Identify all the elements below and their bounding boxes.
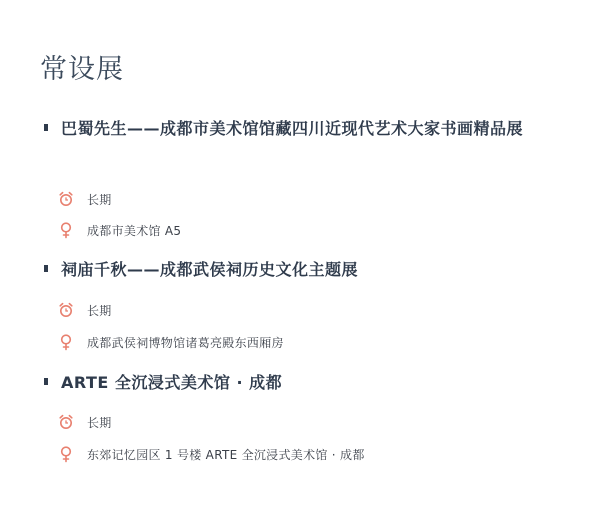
- duration-row: [58, 412, 112, 432]
- location-pin-icon: [58, 445, 74, 463]
- exhibit-title-text: ARTE 全沉浸式美术馆 · 成都: [61, 373, 283, 392]
- duration-text: 长期: [87, 415, 112, 430]
- exhibit-title: [40, 254, 580, 286]
- alarm-clock-icon: [58, 301, 74, 319]
- alarm-clock-icon: [58, 413, 74, 431]
- duration-row: [58, 300, 112, 320]
- exhibit-item-1: [40, 113, 580, 145]
- duration-text: 长期: [87, 303, 112, 318]
- exhibit-item-3: [40, 367, 580, 399]
- location-row: [58, 444, 365, 464]
- location-pin-icon: [58, 221, 74, 239]
- location-text: 成都武侯祠博物馆诸葛亮殿东西厢房: [87, 335, 284, 350]
- location-text: 东郊记忆园区 1 号楼 ARTE 全沉浸式美术馆 · 成都: [87, 447, 365, 462]
- exhibit-title-text: 祠庙千秋——成都武侯祠历史文化主题展: [61, 260, 359, 279]
- bullet-icon: [44, 378, 48, 385]
- alarm-clock-icon: [58, 190, 74, 208]
- duration-row: [58, 189, 112, 209]
- location-pin-icon: [58, 333, 74, 351]
- exhibit-item-2: [40, 254, 580, 286]
- exhibit-title-text: 巴蜀先生——成都市美术馆馆藏四川近现代艺术大家书画精品展: [61, 119, 524, 138]
- location-text: 成都市美术馆 A5: [87, 223, 182, 238]
- exhibit-title: [40, 113, 580, 145]
- location-row: [58, 220, 181, 240]
- page-title: 常设展: [40, 54, 124, 85]
- location-row: [58, 332, 284, 352]
- bullet-icon: [44, 265, 48, 272]
- exhibit-title: [40, 367, 580, 399]
- duration-text: 长期: [87, 192, 112, 207]
- bullet-icon: [44, 124, 48, 131]
